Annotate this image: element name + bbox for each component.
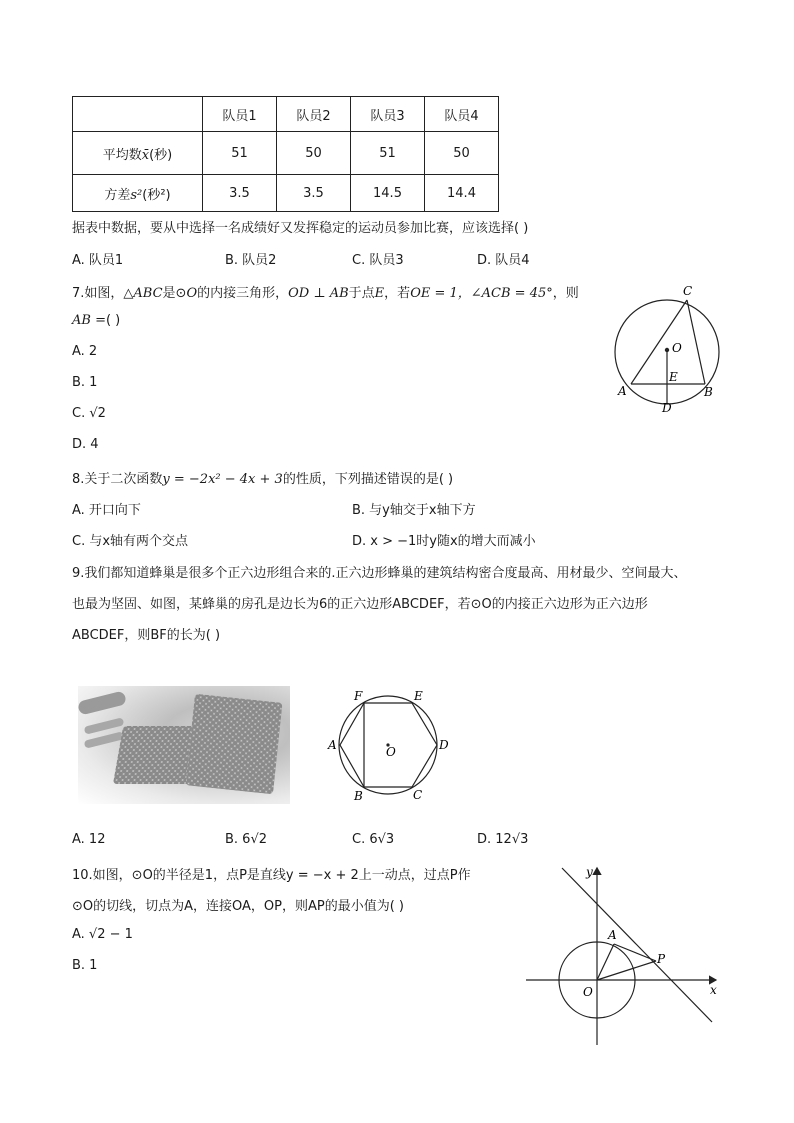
q7-math: AB = [72, 313, 106, 328]
q7-math: E [374, 286, 385, 301]
table-cell: 51 [203, 132, 277, 175]
row-label-var: s² [130, 187, 143, 203]
q9-option-a[interactable]: A. 12 [72, 832, 106, 847]
label-b: B [354, 789, 363, 803]
row-label-var: x̄ [141, 147, 150, 163]
table-header-cell: 队员4 [425, 97, 499, 132]
q6-option-b[interactable]: B. 队员2 [225, 253, 277, 268]
q10-option-b[interactable]: B. 1 [72, 958, 98, 973]
table-header-row [73, 97, 499, 132]
label-e: E [669, 370, 678, 384]
q10-stem-line2: ⊙O的切线，切点为A，连接OA，OP，则AP的最小值为( ) [72, 899, 404, 914]
q10-stem-line1: 10.如图，⊙O的半径是1，点P是直线y = −x + 2上一动点，过点P作 [72, 868, 471, 883]
table-header-cell: 队员1 [203, 97, 277, 132]
table-header-cell: 队员2 [277, 97, 351, 132]
q9-option-b[interactable]: B. 6√2 [225, 832, 268, 847]
label-o: O [386, 745, 396, 759]
q7-option-a[interactable]: A. 2 [72, 344, 98, 359]
q7-option-b[interactable]: B. 1 [72, 375, 98, 390]
row-label-unit: (秒) [149, 147, 173, 163]
q9-stem-line1: 9.我们都知道蜂巢是很多个正六边形组合来的.正六边形蜂巢的建筑结构密合度最高、用材最少、空间最大、 [72, 566, 687, 581]
q6-option-c[interactable]: C. 队员3 [352, 253, 404, 268]
q9-stem-line2: 也最为坚固、如图，某蜂巢的房孔是边长为6的正六边形ABCDEF，若⊙O的内接正六边形为正六边形 [72, 597, 648, 612]
q7-math: O [186, 286, 198, 301]
center-dot [665, 348, 669, 352]
q7-math: ABC [133, 286, 163, 301]
label-c: C [413, 788, 423, 802]
q8-option-c[interactable]: C. 与x轴有两个交点 [72, 534, 189, 549]
q6-stem: 据表中数据，要从中选择一名成绩好又发挥稳定的运动员参加比赛，应该选择( ) [72, 221, 529, 236]
segment-ap [614, 944, 656, 961]
label-a: A [328, 738, 337, 752]
q9-stem-line3: ABCDEF，则BF的长为( ) [72, 628, 221, 643]
stats-table [72, 96, 499, 212]
label-e: E [414, 689, 423, 703]
q9-option-d[interactable]: D. 12√3 [477, 832, 529, 847]
label-d: D [439, 738, 449, 752]
label-a: A [608, 928, 617, 942]
q10-coordinate-figure [520, 860, 725, 1050]
q8-stem [72, 468, 453, 487]
q7-text: ( ) [105, 313, 121, 328]
table-cell: 50 [425, 132, 499, 175]
segment-op [597, 961, 656, 980]
q6-option-d[interactable]: D. 队员4 [477, 253, 530, 268]
q10-option-a[interactable]: A. √2 − 1 [72, 927, 133, 942]
row-label [73, 132, 203, 175]
row-label [73, 175, 203, 212]
q7-math: OE = 1，∠ACB = 45° [410, 286, 553, 301]
table-cell: 3.5 [277, 175, 351, 212]
q8-text: 8.关于二次函数 [72, 472, 163, 487]
q9-option-c[interactable]: C. 6√3 [352, 832, 395, 847]
q7-option-c[interactable]: C. √2 [72, 406, 106, 421]
q9-hexagon-figure [322, 686, 452, 806]
q7-stem-line1 [72, 282, 579, 301]
honeycomb-photo [78, 686, 290, 804]
table-row [73, 132, 499, 175]
q7-text: 是⊙ [162, 286, 187, 301]
q7-stem-line2 [72, 313, 120, 328]
q8-option-a[interactable]: A. 开口向下 [72, 503, 141, 518]
label-o: O [583, 985, 593, 999]
q7-text: ，若 [384, 286, 411, 301]
q8-text: 的性质，下列描述错误的是( ) [282, 472, 454, 487]
q7-text: 7.如图，△ [72, 286, 134, 301]
table-row [73, 175, 499, 212]
label-c: C [683, 284, 693, 298]
table-header-cell: 队员3 [351, 97, 425, 132]
honey-dipper-ring [84, 731, 125, 748]
q7-text: ，则 [552, 286, 579, 301]
table-cell: 3.5 [203, 175, 277, 212]
q7-text: 的内接三角形， [197, 286, 289, 301]
label-y: y [586, 865, 593, 879]
row-label-text: 平均数 [102, 147, 142, 163]
segment-oa [597, 944, 614, 980]
label-b: B [704, 385, 713, 399]
q7-text: 于点 [348, 286, 375, 301]
q6-option-a[interactable]: A. 队员1 [72, 253, 124, 268]
q8-option-b[interactable]: B. 与y轴交于x轴下方 [352, 503, 476, 518]
q7-math: OD ⊥ AB [288, 286, 349, 301]
table-cell: 14.4 [425, 175, 499, 212]
table-cell: 14.5 [351, 175, 425, 212]
honey-dipper-icon [78, 690, 127, 715]
table-cell: 50 [277, 132, 351, 175]
q8-option-d[interactable]: D. x > −1时y随x的增大而减小 [352, 534, 536, 549]
label-a: A [618, 384, 627, 398]
segment-cb [687, 300, 705, 384]
table-cell: 51 [351, 132, 425, 175]
label-p: P [657, 952, 666, 966]
q7-option-d[interactable]: D. 4 [72, 437, 99, 452]
label-x: x [710, 983, 717, 997]
label-f: F [354, 689, 363, 703]
row-label-unit: (秒²) [142, 187, 171, 203]
q8-math: y = −2x² − 4x + 3 [162, 472, 283, 487]
row-label-text: 方差 [104, 187, 131, 203]
honeycomb-piece [185, 694, 282, 795]
label-d: D [662, 401, 672, 415]
q7-circle-figure [608, 280, 738, 415]
label-o: O [672, 341, 682, 355]
table-header-cell [73, 97, 203, 132]
